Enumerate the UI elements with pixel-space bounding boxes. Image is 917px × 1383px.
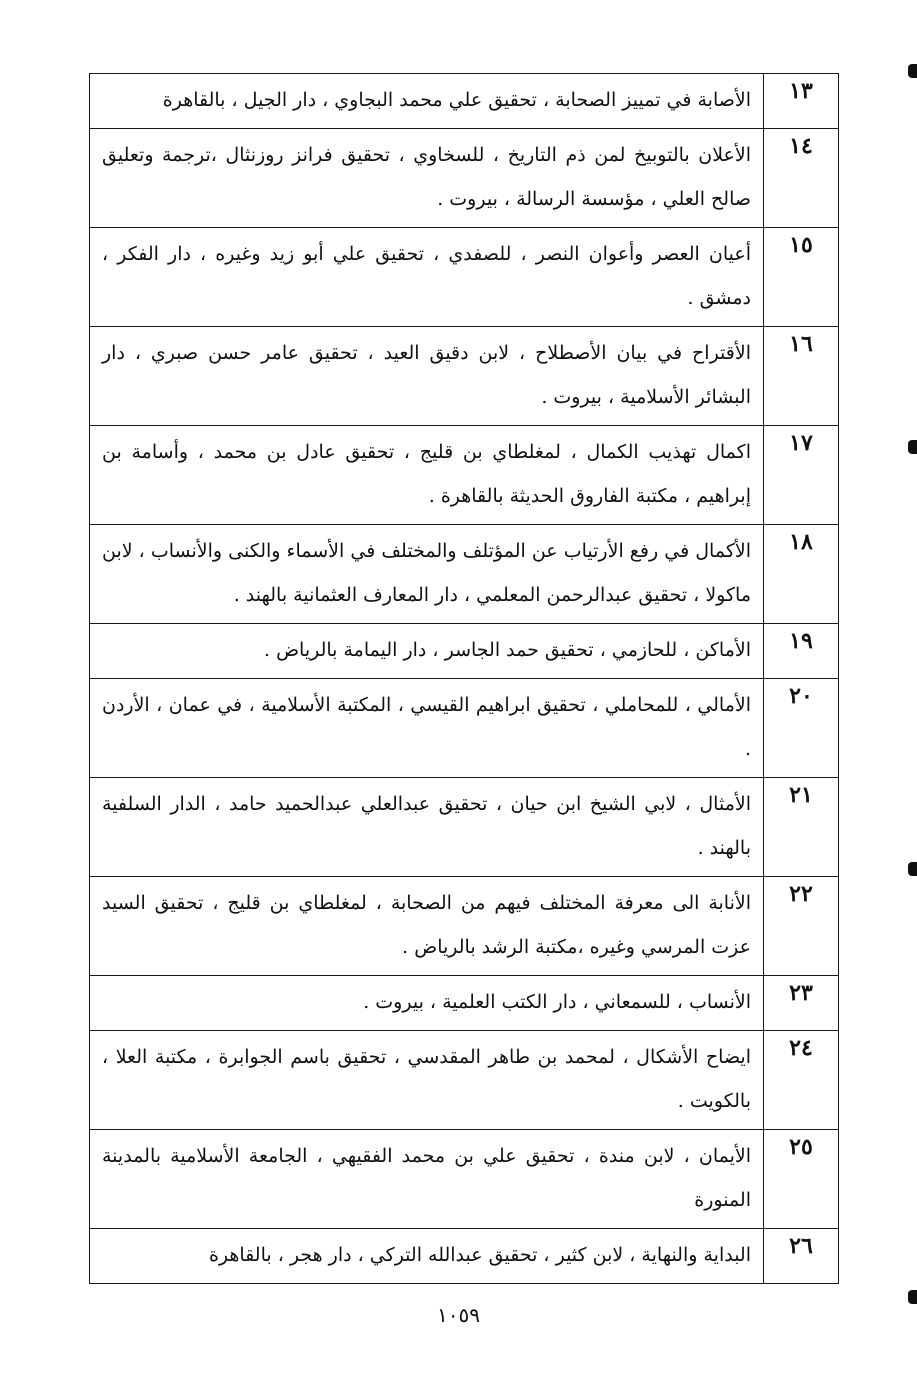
entry-text: الأيمان ، لابن مندة ، تحقيق علي بن محمد الفقيهي ، الجامعة الأسلامية بالمدينة المنورة [90, 1130, 764, 1229]
entry-text: الأعلان بالتوبيخ لمن ذم التاريخ ، للسخاوي ، تحقيق فرانز روزنثال ،ترجمة وتعليق صالح العلي ، مؤسسة الرسالة ، بيروت . [90, 129, 764, 228]
entry-number: ١٨ [764, 525, 839, 624]
entry-number: ٢٣ [764, 976, 839, 1031]
table-row [90, 129, 839, 228]
table-row [90, 327, 839, 426]
table-row [90, 426, 839, 525]
references-table-body [90, 74, 839, 1284]
page-number: ١٠٥٩ [437, 1303, 480, 1327]
entry-text: اكمال تهذيب الكمال ، لمغلطاي بن قليج ، تحقيق عادل بن محمد ، وأسامة بن إبراهيم ، مكتبة الفاروق الحديثة بالقاهرة . [90, 426, 764, 525]
entry-number: ٢٠ [764, 679, 839, 778]
table-row [90, 1229, 839, 1284]
binding-mark [908, 64, 917, 78]
entry-text: الأنساب ، للسمعاني ، دار الكتب العلمية ، بيروت . [90, 976, 764, 1031]
table-row [90, 679, 839, 778]
entry-text: الأنابة الى معرفة المختلف فيهم من الصحابة ، لمغلطاي بن قليج ، تحقيق السيد عزت المرسي وغيره ،مكتبة الرشد بالرياض . [90, 877, 764, 976]
binding-mark [908, 862, 917, 876]
entry-text: أعيان العصر وأعوان النصر ، للصفدي ، تحقيق علي أبو زيد وغيره ، دار الفكر ، دمشق . [90, 228, 764, 327]
entry-number: ١٥ [764, 228, 839, 327]
entry-number: ١٣ [764, 74, 839, 129]
entry-text: ايضاح الأشكال ، لمحمد بن طاهر المقدسي ، تحقيق باسم الجوابرة ، مكتبة العلا ، بالكويت . [90, 1031, 764, 1130]
table-row [90, 877, 839, 976]
table-row [90, 74, 839, 129]
entry-text: الأمالي ، للمحاملي ، تحقيق ابراهيم القيسي ، المكتبة الأسلامية ، في عمان ، الأردن . [90, 679, 764, 778]
entry-text: البداية والنهاية ، لابن كثير ، تحقيق عبدالله التركي ، دار هجر ، بالقاهرة [90, 1229, 764, 1284]
entry-text: الأمثال ، لابي الشيخ ابن حيان ، تحقيق عبدالعلي عبدالحميد حامد ، الدار السلفية بالهند . [90, 778, 764, 877]
entry-text: الأقتراح في بيان الأصطلاح ، لابن دقيق العيد ، تحقيق عامر حسن صبري ، دار البشائر الأسلامية ، بيروت . [90, 327, 764, 426]
table-row [90, 624, 839, 679]
entry-number: ١٦ [764, 327, 839, 426]
binding-mark [908, 440, 917, 454]
table-row [90, 1031, 839, 1130]
entry-number: ٢٥ [764, 1130, 839, 1229]
binding-mark [908, 1290, 917, 1304]
table-row [90, 228, 839, 327]
entry-text: الأماكن ، للحازمي ، تحقيق حمد الجاسر ، دار اليمامة بالرياض . [90, 624, 764, 679]
entry-text: الأكمال في رفع الأرتياب عن المؤتلف والمختلف في الأسماء والكنى والأنساب ، لابن ماكولا ، تحقيق عبدالرحمن المعلمي ، دار المعارف العثمانية بالهند . [90, 525, 764, 624]
entry-number: ١٩ [764, 624, 839, 679]
entry-number: ١٤ [764, 129, 839, 228]
table-row [90, 778, 839, 877]
entry-number: ٢١ [764, 778, 839, 877]
entry-number: ٢٢ [764, 877, 839, 976]
table-row [90, 1130, 839, 1229]
references-table [89, 73, 839, 1284]
table-row [90, 976, 839, 1031]
entry-text: الأصابة في تمييز الصحابة ، تحقيق علي محمد البجاوي ، دار الجيل ، بالقاهرة [90, 74, 764, 129]
entry-number: ٢٦ [764, 1229, 839, 1284]
entry-number: ٢٤ [764, 1031, 839, 1130]
table-row [90, 525, 839, 624]
entry-number: ١٧ [764, 426, 839, 525]
